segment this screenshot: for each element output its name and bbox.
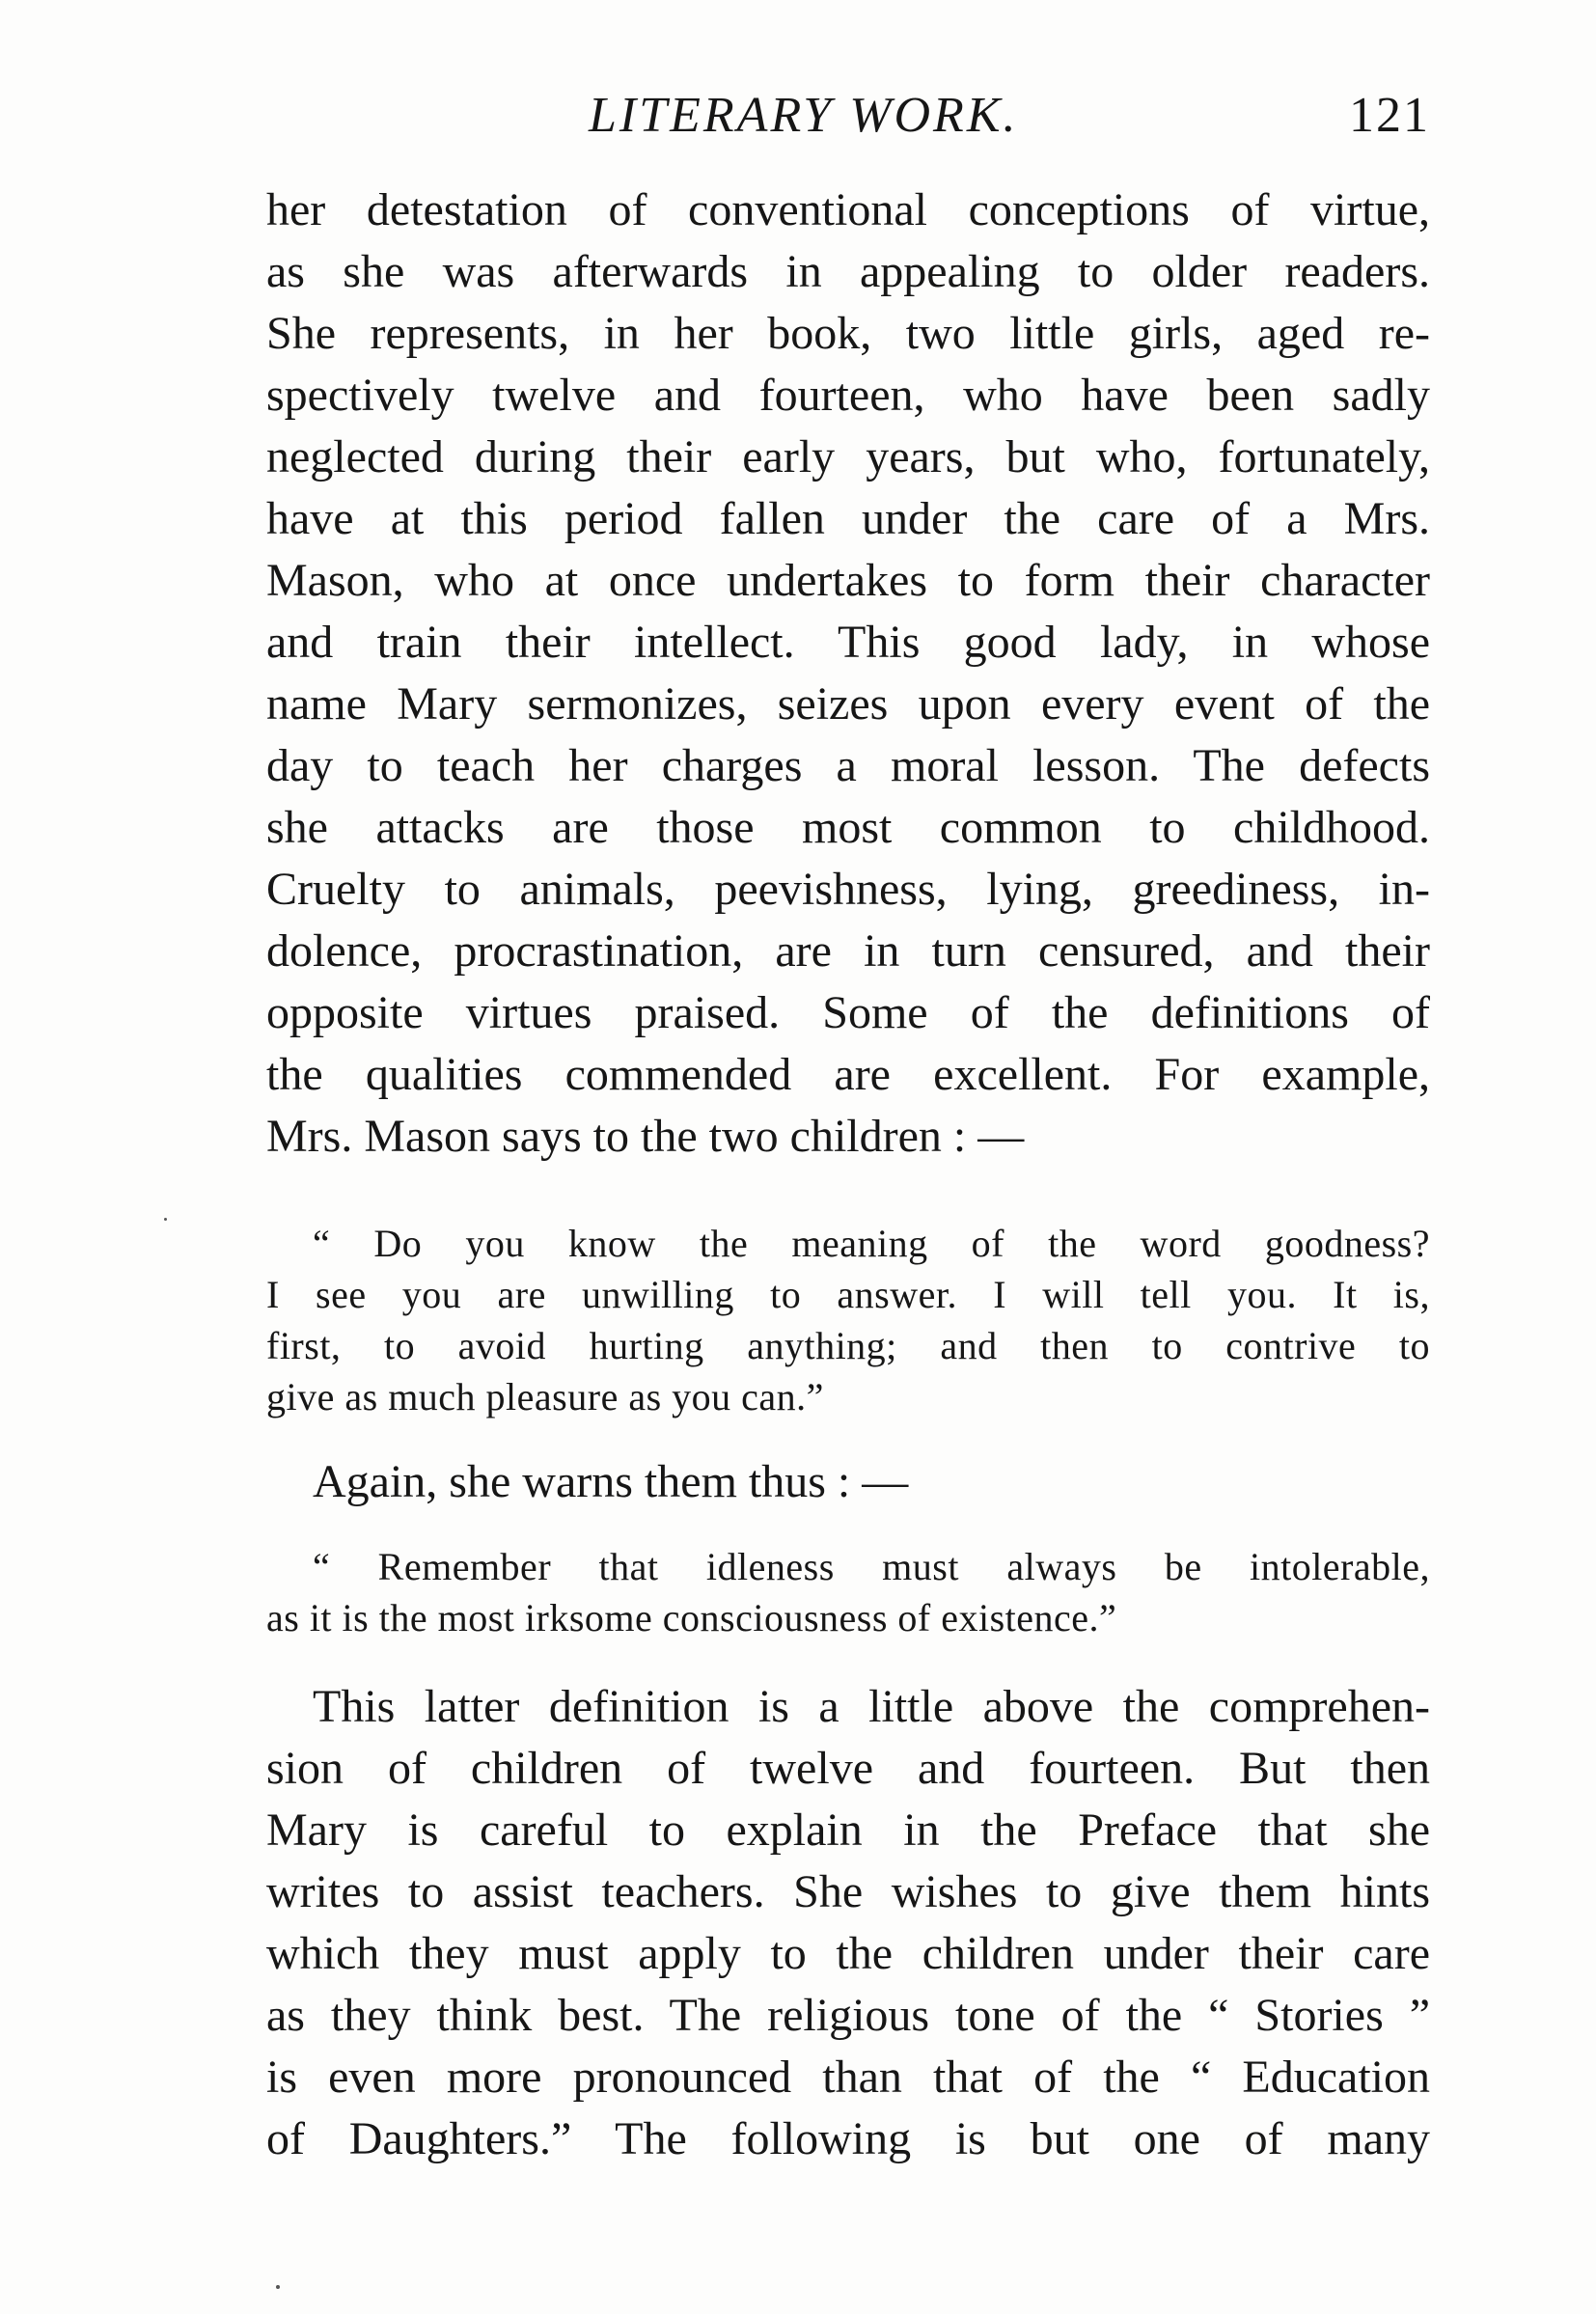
text-line: dolence, procrastination, are in turn censured, and their <box>266 925 1430 977</box>
quote-line: “ Remember that idleness must always be intolerable, <box>313 1545 1430 1588</box>
page-number: 121 <box>1349 88 1430 143</box>
quote-line: “ Do you know the meaning of the word goodness? <box>313 1222 1430 1265</box>
text-line: This latter definition is a little above the comprehen- <box>313 1681 1430 1732</box>
scan-speck <box>276 2285 280 2289</box>
running-head: LITERARY WORK. <box>589 88 1019 143</box>
text-line: neglected during their early years, but who, fortunately, <box>266 431 1430 482</box>
text-line: Mason, who at once undertakes to form their character <box>266 555 1430 606</box>
text-line: is even more pronounced than that of the “ Education <box>266 2052 1430 2103</box>
scan-speck <box>164 1218 167 1221</box>
text-line: of Daughters.” The following is but one of many <box>266 2113 1430 2164</box>
quote-line: as it is the most irksome consciousness of existence.” <box>266 1596 1117 1639</box>
text-line: which they must apply to the children under their care <box>266 1928 1430 1979</box>
paragraph-2: Again, she warns them thus : — <box>313 1456 909 1507</box>
text-line: her detestation of conventional conceptions of virtue, <box>266 184 1430 235</box>
quote-line: give as much pleasure as you can.” <box>266 1375 824 1419</box>
text-line: Cruelty to animals, peevishness, lying, greediness, in- <box>266 864 1430 915</box>
text-line: as she was afterwards in appealing to older readers. <box>266 246 1430 297</box>
text-line: the qualities commended are excellent. For example, <box>266 1049 1430 1100</box>
text-line: she attacks are those most common to childhood. <box>266 802 1430 853</box>
text-line: name Mary sermonizes, seizes upon every event of the <box>266 678 1430 730</box>
page-header <box>266 77 1430 154</box>
quote-line: I see you are unwilling to answer. I will tell you. It is, <box>266 1273 1430 1316</box>
text-line: opposite virtues praised. Some of the definitions of <box>266 987 1430 1038</box>
text-line: and train their intellect. This good lady, in whose <box>266 617 1430 668</box>
text-line: day to teach her charges a moral lesson. The defects <box>266 740 1430 791</box>
text-line: spectively twelve and fourteen, who have been sadly <box>266 370 1430 421</box>
text-line: sion of children of twelve and fourteen. But then <box>266 1743 1430 1794</box>
text-line: She represents, in her book, two little girls, aged re- <box>266 308 1430 359</box>
quote-line: first, to avoid hurting anything; and then to contrive to <box>266 1324 1430 1367</box>
text-line: have at this period fallen under the care of a Mrs. <box>266 493 1430 544</box>
text-line: Mrs. Mason says to the two children : — <box>266 1111 1025 1162</box>
text-line: as they think best. The religious tone of the “ Stories ” <box>266 1990 1430 2041</box>
text-line: Mary is careful to explain in the Preface that she <box>266 1804 1430 1856</box>
text-line: writes to assist teachers. She wishes to give them hints <box>266 1866 1430 1917</box>
